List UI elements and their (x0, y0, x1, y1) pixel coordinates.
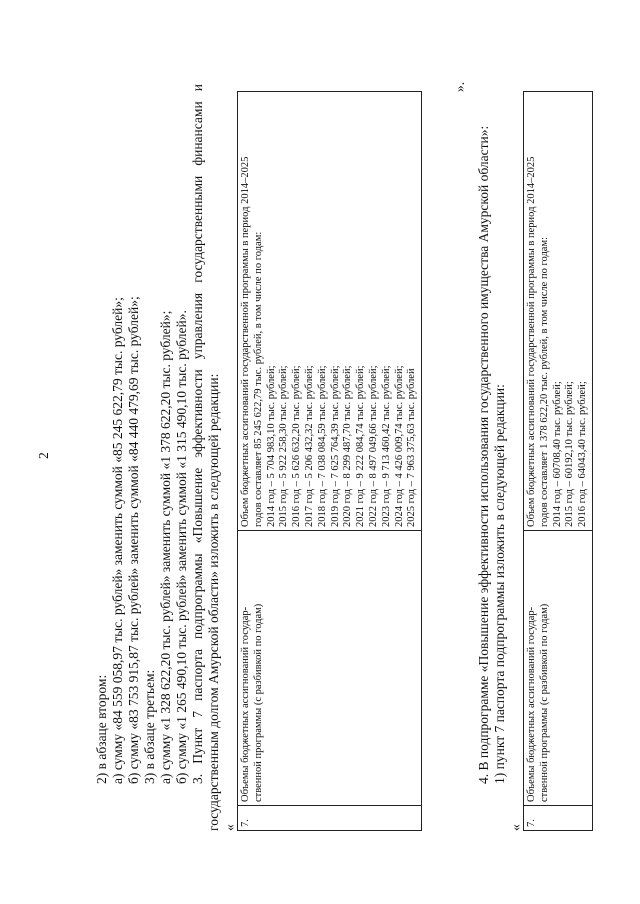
table2-year-2016: 2016 год – 64043,40 тыс. рублей; (577, 381, 589, 527)
table1-year-2021: 2021 год – 9 222 084,74 тыс. рублей; (355, 365, 367, 527)
table1-year-2015: 2015 год – 5 922 258,30 тыс. рублей; (278, 365, 290, 527)
table1-label (238, 531, 422, 806)
table1-year-2025: 2025 год – 7 963 375,63 тыс. рублей (406, 368, 418, 527)
page-number: 2 (36, 452, 51, 459)
item3-line2: государственным долгом Амурской области» изложить в следующей редакции: (206, 373, 221, 831)
table1-year-2017: 2017 год – 5 206 432,32 тыс. рублей; (303, 365, 315, 527)
table1-year-2019: 2019 год – 7 625 764,39 тыс. рублей; (329, 365, 341, 527)
table1-label-line1: Объемы бюджетных ассигнований государ- (240, 606, 251, 802)
item3-line1: 3. Пункт 7 паспорта подпрограммы «Повышение эффективности управления государственными финансами и (190, 84, 205, 784)
table1-year-2023: 2023 год – 9 713 460,42 тыс. рублей; (380, 365, 392, 527)
table2-label-line2: ственной программы (с разбивкой по годам) (538, 603, 550, 802)
amend2-heading: 2) в абзаце втором: (94, 674, 109, 784)
item4-line1: 4. В подпрограмме «Повышение эффективности использования государственного имущества Амурской области»: (476, 125, 491, 784)
amend2-b: б) сумму «83 753 915,87 тыс. рублей» заменить суммой «84 440 479,69 тыс. рублей»; (126, 296, 141, 784)
amend3-a: а) сумму «1 328 622,20 тыс. рублей» заменить суммой «1 378 622,20 тыс. рублей»; (158, 310, 173, 784)
table2-label (524, 531, 593, 806)
table1-label-line2: ственной программы (с разбивкой по годам) (252, 603, 264, 802)
table2 (523, 91, 593, 831)
amend3-heading: 3) в абзаце третьем: (142, 669, 157, 784)
table1-year-2018: 2018 год – 7 038 084,59 тыс. рублей; (316, 365, 328, 527)
table2-year-2015: 2015 год – 60192,10 тыс. рублей; (564, 381, 576, 527)
table2-num: 7. (524, 806, 593, 831)
table2-row (524, 92, 593, 831)
table1-year-2024: 2024 год – 4 426 009,74 тыс. рублей; (393, 365, 405, 527)
table1-row (238, 92, 422, 831)
amend3-b: б) сумму «1 265 490,10 тыс. рублей» заменить суммой «1 315 490,10 тыс. рублей». (174, 310, 189, 784)
table1 (237, 91, 422, 831)
table2-open-quote: « (508, 824, 523, 831)
item4-line2: 1) пункт 7 паспорта подпрограммы изложить в следующей редакции: (492, 384, 507, 784)
table1-year-2020: 2020 год – 8 299 487,70 тыс. рублей; (342, 365, 354, 527)
table1-close-quote: ». (452, 81, 467, 92)
table1-value (238, 92, 422, 531)
table1-year-2016: 2016 год – 5 626 632,20 тыс. рублей; (291, 365, 303, 527)
table1-open-quote: « (222, 824, 237, 831)
table1-num: 7. (238, 806, 422, 831)
table1-intro-line1: Объем бюджетных ассигнований государственной программы в период 2014–2025 (240, 156, 251, 527)
table1-year-2022: 2022 год – 8 497 049,66 тыс. рублей; (367, 365, 379, 527)
amend2-a: а) сумму «84 559 058,97 тыс. рублей» заменить суммой «85 245 622,79 тыс. рублей»; (110, 297, 125, 784)
table2-value (524, 92, 593, 531)
table1-year-2014: 2014 год – 5 704 983,10 тыс. рублей; (265, 365, 277, 527)
table2-label-line1: Объемы бюджетных ассигнований государ- (526, 606, 537, 802)
table2-intro-line2: годов составляет 1 378 622,20 тыс. рублей, в том числе по годам: (538, 236, 550, 527)
table1-intro-line2: годов составляет 85 245 622,79 тыс. рублей, в том числе по годам: (252, 231, 264, 527)
table2-intro-line1: Объем бюджетных ассигнований государственной программы в период 2014–2025 (526, 156, 537, 527)
table2-year-2014: 2014 год – 60708,40 тыс. рублей; (551, 381, 563, 527)
